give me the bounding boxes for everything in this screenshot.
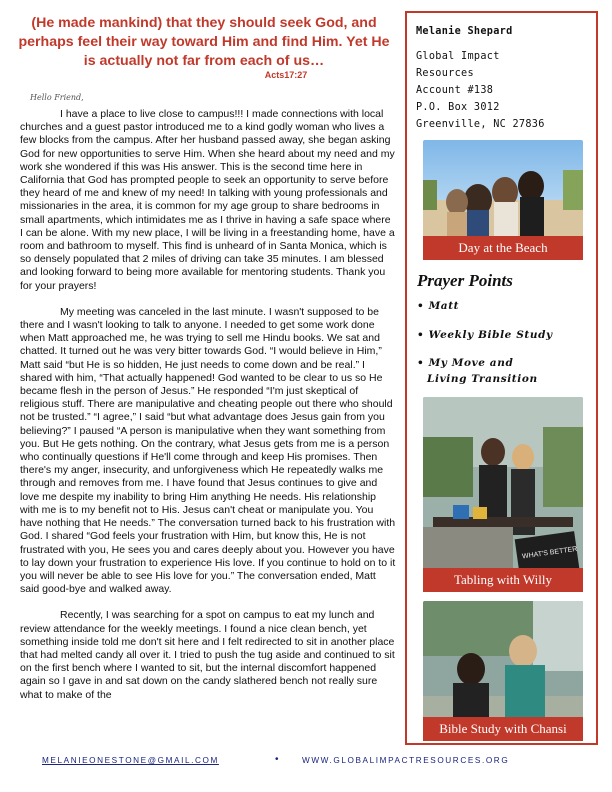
scripture-verse: (He made mankind) that they should seek God, and perhaps feel their way toward Him and find Him. Yet He is actually not far from each of us… [18, 15, 390, 69]
scripture-reference: Acts17:27 [264, 70, 308, 80]
paragraph-matt: My meeting was canceled in the last minute. I wasn't supposed to be there and I wasn't looking to talk to anyone. I needed to get some work done when Matt approached me, he was trying to sell me Hindu books. We sat and chatted. It turned out he was very bitter towards God. “I would believe in Him,” Matt said “but He is so hidden, He just needs to come down and be real.” I shared with him, “That actually happened! God wanted to be clear to us so He became flesh in the person of Jesus.” He responded “I'm just skeptical of religious stuff. There are manipulative and cheating people out there who should not be trusted.” “I agree,” I said “but what advantage does Jesus gain from you believing?” I paused “A person is manipulative when they want something from you. But He gets nothing. On the contrary, what Jesus gets from me is a person who continually questions if He'll come through and keep His promises. Then there's my anger, insecurity, and unforgiveness which He repeatedly walks me through and removes from me. I have found that Jesus continues to give and love me despite my inability to bring Him anything He needs. His relationship with me is to my benefit not to His. Jesus can't cheat or manipulate you. You have nothing that He needs.” The conversation turned back to his frustration with God. I shared “God feels your frustration with Him, but know this, He is not frustrated with you, He sees you and cares deeply about you. However you have to lay down your frustration to experience His love. If you continue to hold on to it you will never be able to see His love for you.” The conversation ended, Matt said good-bye and walked away. [20, 305, 396, 596]
address-line: P.O. Box 3012 [416, 102, 500, 113]
prayer-point-matt: • Matt [417, 300, 460, 312]
prayer-points-heading: Prayer Points [417, 271, 513, 290]
caption-tabling: Tabling with Willy [423, 568, 583, 592]
footer-separator: • [275, 754, 281, 765]
sign-text: WHAT'S BETTER [521, 545, 578, 561]
paragraph-bench: Recently, I was searching for a spot on campus to eat my lunch and review attendance for the weekly meetings. I found a nice clean bench, yet something inside told me don't sit here and I felt redirected to sit in another place that had melted candy all over it. I tried to push the tug aside and continued to sit on the first bench where I wanted to sit, but the internal discomfort happened again so I gave in and sat down on the candy slathered bench not really sure what to make of the [20, 609, 395, 701]
prayer-point-move-cont: Living Transition [427, 373, 538, 385]
prayer-point-bible-study: • Weekly Bible Study [417, 329, 553, 341]
paragraph-housing: I have a place to live close to campus!!! I made connections with local churches and a guest pastor introduced me to a kind godly woman who lives a few blocks from the campus. After her husband passed away, she began asking God for new opportunities to serve Him. When she heard about my need and my work she wondered if this was His answer. This is the second time here in California that God has prompted people to seek an opportunity to serve before they heard of me and knew of my need! In talking with young professionals and missionaries in the area, it is common for my age group to share bedrooms in small apartments, which intimidates me as I thrive in having a safe space where I can be alone. With my new place, I will be living in a freestanding home, have a room and bathroom to myself. This find is unheard of in Santa Monica, which is so densely populated that 2 miles of driving can take 35 minutes. I am blessed and looking forward to being more available for mentoring students. Thank you for your prayers! [20, 108, 395, 292]
mailing-address [416, 23, 596, 133]
beach-photo [423, 140, 583, 246]
address-line: Account #138 [416, 85, 494, 96]
prayer-point-move: • My Move and [417, 357, 514, 369]
address-line: Resources [416, 68, 474, 79]
greeting-signature: Hello Friend, [30, 93, 84, 102]
footer-email-link[interactable]: MELANIEONESTONE@GMAIL.COM [42, 756, 219, 765]
missionary-name: Melanie Shepard [416, 26, 513, 37]
caption-bible-study: Bible Study with Chansi [423, 717, 583, 741]
tabling-photo [423, 397, 583, 587]
sidebar [405, 11, 598, 745]
letter-body [20, 108, 396, 715]
caption-beach: Day at the Beach [423, 236, 583, 260]
address-line: Global Impact [416, 51, 500, 62]
address-line: Greenville, NC 27836 [416, 119, 545, 130]
footer-website-link[interactable]: WWW.GLOBALIMPACTRESOURCES.ORG [302, 756, 510, 765]
